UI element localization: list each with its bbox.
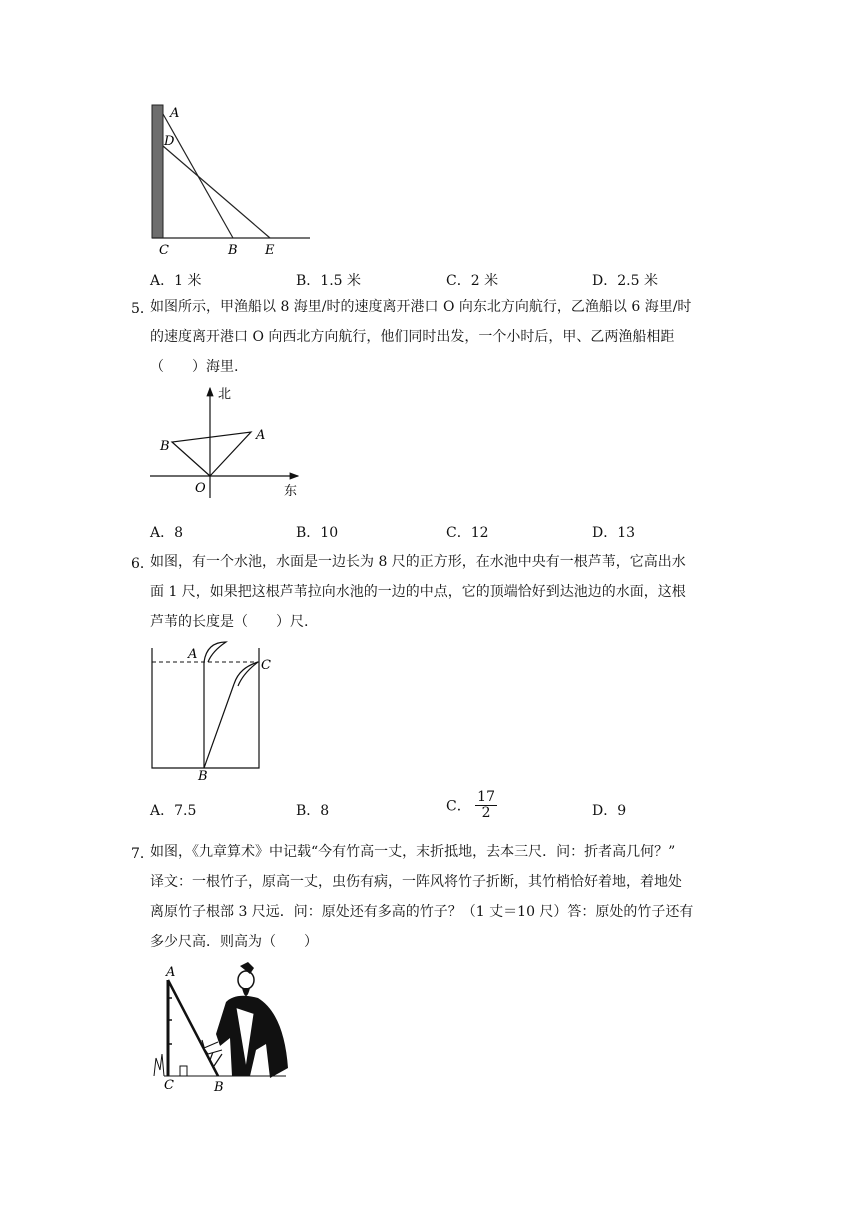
q5-option-d[interactable]: D．13 [592,525,636,541]
q7-line-2: 译文：一根竹子，原高一丈，虫伤有病，一阵风将竹子折断，其竹梢恰好着地，着地处 [150,874,682,890]
q4-option-c[interactable]: C．2 米 [446,273,499,289]
label-a: A [170,106,180,121]
wall [152,105,163,238]
scholar-illustration [204,962,288,1078]
fraction-17-2: $\frac{17}{2}$ [477,789,495,821]
q6-option-d[interactable]: D．9 [592,803,627,819]
q5-option-a[interactable]: A．8 [150,525,184,541]
bamboo-broken [168,980,218,1076]
q5-number: 5． [131,301,154,317]
label-a: A [256,428,266,443]
q4-option-a[interactable]: A．1 米 [150,273,202,289]
q6-line-3: 芦苇的长度是（ ）尺. [150,614,309,630]
q7-line-4: 多少尺高．则高为（ ） [150,934,318,950]
label-north: 北 [218,387,232,402]
reed-top-original [204,642,226,662]
q5-figure [146,380,306,502]
q6-line-2: 面 1 尺，如果把这根芦苇拉向水池的一边的中点，它的顶端恰好到达池边的水面，这根 [150,584,686,600]
reed-bent [234,662,258,686]
reed-to-b [204,684,234,768]
label-a: A [166,965,176,980]
q7-text [150,837,760,957]
q6-option-a[interactable]: A．7.5 [150,803,197,819]
label-e: E [265,243,275,258]
q7-number: 7． [131,846,154,862]
q5-option-b[interactable]: B．10 [296,525,339,541]
q5-line-2: 的速度离开港口 O 向西北方向航行，他们同时出发，一个小时后，甲、乙两渔船相距 [150,329,675,345]
label-b: B [228,243,238,258]
label-o: O [195,481,206,496]
q5-line-3: （ ）海里. [150,359,239,375]
triangle-oab [172,432,251,476]
q6-number: 6． [131,556,154,572]
pool-outline [152,648,259,768]
q4-figure [140,98,320,260]
q6-text [150,547,750,637]
ladder-de [163,146,270,238]
label-east: 东 [284,484,298,499]
q5-text [150,292,750,382]
label-b: B [198,769,208,780]
label-c: C [164,1078,174,1093]
q7-figure [146,958,292,1094]
q4-option-b[interactable]: B．1.5 米 [296,273,362,289]
label-c: C [261,658,271,673]
q6-option-b[interactable]: B．8 [296,803,330,819]
q5-option-c[interactable]: C．12 [446,525,489,541]
q7-line-1: 如图，《九章算术》中记载“今有竹高一丈，末折抵地，去本三尺．问：折者高几何？” [150,844,676,860]
label-b: B [214,1080,224,1094]
q6-line-1: 如图，有一个水池，水面是一边长为 8 尺的正方形，在水池中央有一根芦苇，它高出水 [150,554,686,570]
q5-line-1: 如图所示，甲渔船以 8 海里/时的速度离开港口 O 向东北方向航行，乙渔船以 6 海里/时 [150,299,692,315]
q6-figure [146,638,282,780]
q6-option-c[interactable]: C． $\frac{17}{2}$ [446,789,495,821]
q7-line-3: 离原竹子根部 3 尺远．问：原处还有多高的竹子？（1 丈＝10 尺）答：原处的竹子还有 [150,904,694,920]
q4-option-d[interactable]: D．2.5 米 [592,273,658,289]
label-c: C [159,243,169,258]
label-a: A [188,647,198,662]
label-d: D [164,134,175,149]
label-b: B [160,439,170,454]
